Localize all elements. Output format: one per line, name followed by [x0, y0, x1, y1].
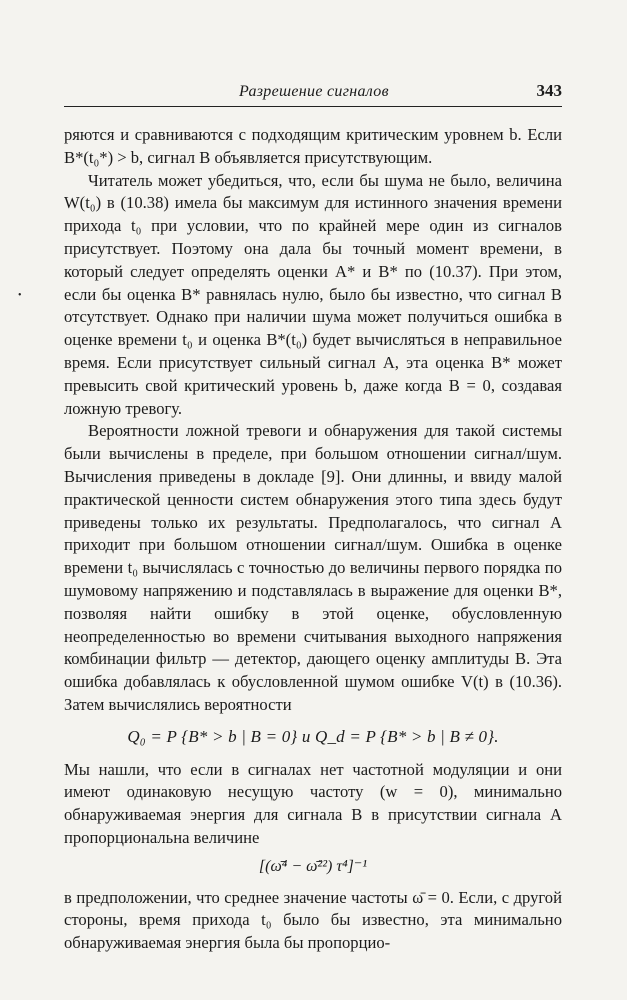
- running-header: [64, 80, 562, 107]
- page-number: 343: [536, 81, 562, 100]
- paragraph-probabilities: Вероятности ложной тревоги и обнаружения для такой системы были вычислены в пределе, при большом отношении сигнал/шум. Вычисления приведены в докладе [9]. Они длинны, и ввиду малой практической ценности систем обнаружения этого типа здесь будут приведены только их результаты. Предполагалось, что сигнал A приходит при большом отношении сигнал/шум. Ошибка в оценке времени t₀ вычислялась с точностью до величины первого порядка по шумовому напряжению и подставлялась в выражение для оценки B*, позволяя найти ошибку в этой оценке, обусловленную неопределенностью во времени считывания выходного напряжения комбинации фильтр — детектор, дающего оценку амплитуды B. Эта ошибка добавлялась к обусловленной шумом ошибке V(t) в (10.36). Затем вычислялись вероятности: [64, 421, 562, 714]
- running-title: Разрешение сигналов: [239, 83, 389, 100]
- paragraph-reader: Читатель может убедиться, что, если бы шума не было, величина W(t₀) в (10.38) имела бы максимум для истинного значения времени прихода t₀ при условии, что по крайней мере один из сигналов присутствует. Поэтому она дала бы точный момент времени, в который следует определять оценки A* и B* по (10.37). При этом, если бы оценка B* равнялась нулю, было бы известно, что сигнал B отсутствует. Однако при наличии шума может получиться ошибка в оценке времени t₀ и оценка B*(t₀) будет вычисляться в неправильное время. Если присутствует сильный сигнал A, эта оценка B* может превысить свой критический уровень b, даже когда B = 0, создавая ложную тревогу.: [64, 170, 562, 418]
- paragraph-assumption: в предположении, что среднее значение частоты ω̄ = 0. Если, с другой стороны, время прихода t₀ было бы известно, эта минимально обнаруживаемая энергия была бы пропорцио-: [64, 887, 562, 953]
- formula-proportional: [(ω̄⁴ − ω̄²²) τ⁴]⁻¹: [258, 857, 368, 875]
- page-body: [64, 124, 562, 955]
- margin-dot-mark: •: [18, 290, 22, 301]
- paragraph-findings: Мы нашли, что если в сигналах нет частотной модуляции и они имеют одинаковую несущую частоту (w = 0), минимально обнаруживаемая энергия для сигнала B в присутствии сигнала A пропорциональна величине: [64, 759, 562, 847]
- formula-probabilities: Q₀ = P {B* > b | B = 0} и Q_d = P {B* > b | B ≠ 0}.: [127, 726, 499, 746]
- paragraph-continued: ряются и сравниваются с подходящим критическим уровнем b. Если B*(t₀*) > b, сигнал B объявляется присутствующим.: [64, 125, 562, 167]
